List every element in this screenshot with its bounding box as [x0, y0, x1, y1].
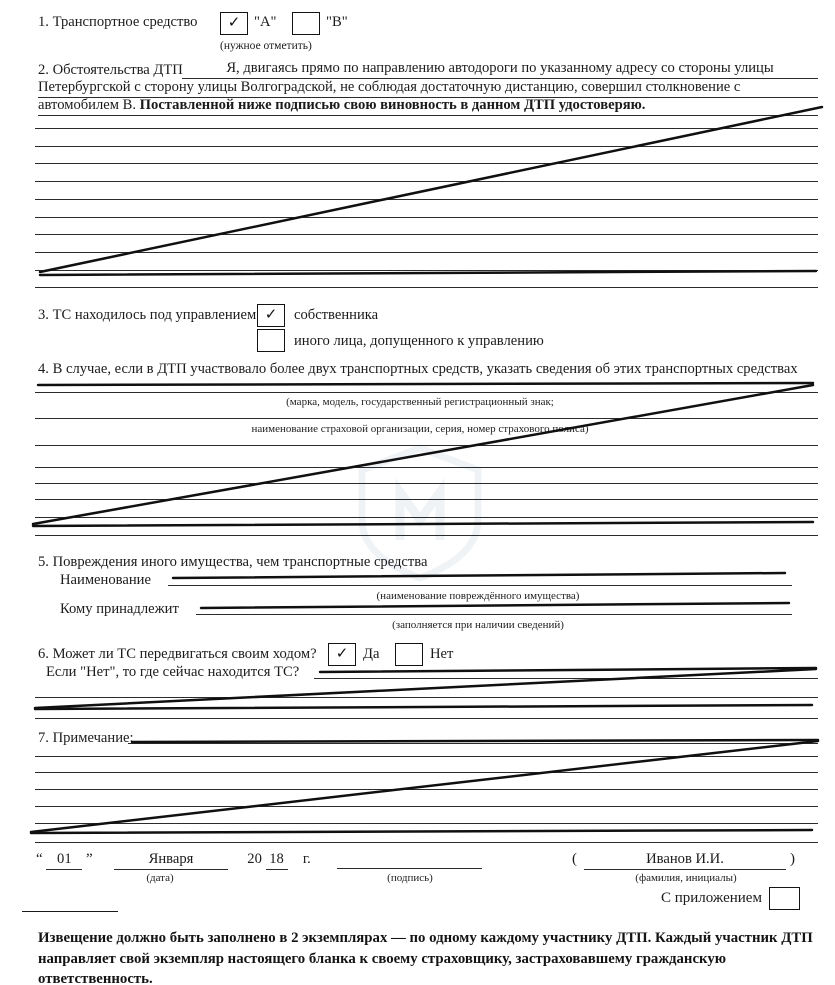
ruled-line	[35, 499, 818, 500]
vehicle-location-question: Если "Нет", то где сейчас находится ТС?	[46, 664, 300, 680]
ruled-line	[35, 842, 818, 843]
attachment-label: С приложением	[661, 890, 762, 906]
ruled-line	[35, 270, 818, 271]
section5-label: 5. Повреждения иного имущества, чем транспортные средства	[38, 554, 428, 570]
ruled-line	[35, 252, 818, 253]
section4-caption1: (марка, модель, государственный регистрационный знак;	[286, 396, 554, 408]
vehicle-location-field[interactable]	[314, 678, 818, 679]
property-name-field[interactable]	[168, 585, 792, 586]
can-move-yes-label: Да	[363, 646, 380, 662]
ruled-line	[35, 697, 818, 698]
driver-other-label: иного лица, допущенного к управлению	[294, 333, 544, 349]
driver-owner-checkbox[interactable]	[257, 304, 285, 327]
ruled-line	[35, 287, 818, 288]
signature-caption: (подпись)	[387, 872, 433, 884]
ruled-line	[35, 181, 818, 182]
ruled-line	[35, 392, 818, 393]
ruled-line	[35, 535, 818, 536]
date-caption: (дата)	[146, 872, 174, 884]
guilt-statement: Поставленной ниже подписью свою виновность в данном ДТП удостоверяю.	[139, 97, 646, 113]
vehicle-a-checkbox[interactable]	[220, 12, 248, 35]
property-name-caption: (наименование повреждённого имущества)	[376, 590, 580, 602]
year-field[interactable]: 18	[266, 851, 288, 870]
can-move-no-label: Нет	[430, 646, 454, 662]
paren-open: (	[572, 851, 577, 867]
section7-label: 7. Примечание:	[38, 730, 134, 746]
signature-field[interactable]	[337, 868, 482, 869]
ruled-line	[35, 163, 818, 164]
checkmark-icon: ✓	[335, 646, 349, 662]
ruled-line	[35, 789, 818, 790]
ruled-line	[35, 756, 818, 757]
ruled-line	[35, 199, 818, 200]
surname-field[interactable]: Иванов И.И.	[584, 851, 786, 870]
date-block	[36, 851, 311, 870]
ruled-line	[35, 806, 818, 807]
section2-label: 2. Обстоятельства ДТП	[38, 62, 183, 78]
day-field[interactable]: 01	[46, 851, 82, 870]
circumstances-fill-line1: Я, двигаясь прямо по направлению автодороги по указанному адресу со стороны улицы	[182, 60, 818, 79]
quote-close: ”	[85, 851, 93, 867]
ruled-line	[35, 772, 818, 773]
ruled-line	[35, 418, 818, 419]
note-field[interactable]	[128, 743, 818, 744]
surname-caption: (фамилия, инициалы)	[635, 872, 737, 884]
vehicle-b-checkbox[interactable]	[292, 12, 320, 35]
ruled-line	[35, 517, 818, 518]
property-owner-caption: (заполняется при наличии сведений)	[392, 619, 564, 631]
checkmark-icon: ✓	[227, 15, 241, 31]
section1-caption: (нужное отметить)	[220, 40, 312, 52]
checkmark-icon: ✓	[264, 307, 278, 323]
section6-label: 6. Может ли ТС передвигаться своим ходом?	[38, 646, 317, 662]
section4-label: 4. В случае, если в ДТП участвовало более двух транспортных средств, указать сведения об этих транспортных средствах	[38, 361, 798, 377]
ruled-line	[35, 146, 818, 147]
vehicle-b-label: "В"	[326, 14, 348, 30]
footer-instructions: Извещение должно быть заполнено в 2 экземплярах — по одному каждому участнику ДТП. Каждый участник ДТП направляет свой экземпляр настоящего бланка к своему страховщику, застраховавшему гражданскую ответственность.	[38, 930, 813, 985]
attachment-checkbox[interactable]	[769, 887, 800, 910]
ruled-line	[35, 718, 818, 719]
driver-owner-label: собственника	[294, 307, 379, 323]
ruled-line	[35, 128, 818, 129]
property-owner-field[interactable]	[196, 614, 792, 615]
property-name-label: Наименование	[60, 572, 151, 588]
section1-label: 1. Транспортное средство	[38, 14, 198, 30]
quote-open: “	[36, 851, 43, 867]
ruled-line	[35, 467, 818, 468]
section4-caption2: наименование страховой организации, серия, номер страхового полиса)	[251, 423, 589, 435]
footnote-divider	[22, 911, 118, 912]
ruled-line	[35, 234, 818, 235]
ruled-line	[35, 823, 818, 824]
paren-close: )	[790, 851, 795, 867]
month-field[interactable]: Января	[114, 851, 228, 870]
driver-other-checkbox[interactable]	[257, 329, 285, 352]
ruled-line	[35, 445, 818, 446]
circumstances-fill-line3: автомобилем В. Поставленной ниже подписью свою виновность в данном ДТП удостоверяю.	[38, 97, 818, 116]
vehicle-a-label: "А"	[254, 14, 277, 30]
circumstances-fill-line2: Петербургской с сторону улицы Волгоградской, не соблюдая достаточную дистанцию, совершил столкновение с	[38, 79, 818, 98]
year-prefix: 20	[247, 851, 262, 867]
year-suffix: г.	[302, 851, 311, 867]
can-move-yes-checkbox[interactable]	[328, 643, 356, 666]
property-owner-label: Кому принадлежит	[60, 601, 179, 617]
ruled-line	[35, 483, 818, 484]
can-move-no-checkbox[interactable]	[395, 643, 423, 666]
section3-label: 3. ТС находилось под управлением	[38, 307, 257, 323]
ruled-line	[35, 217, 818, 218]
